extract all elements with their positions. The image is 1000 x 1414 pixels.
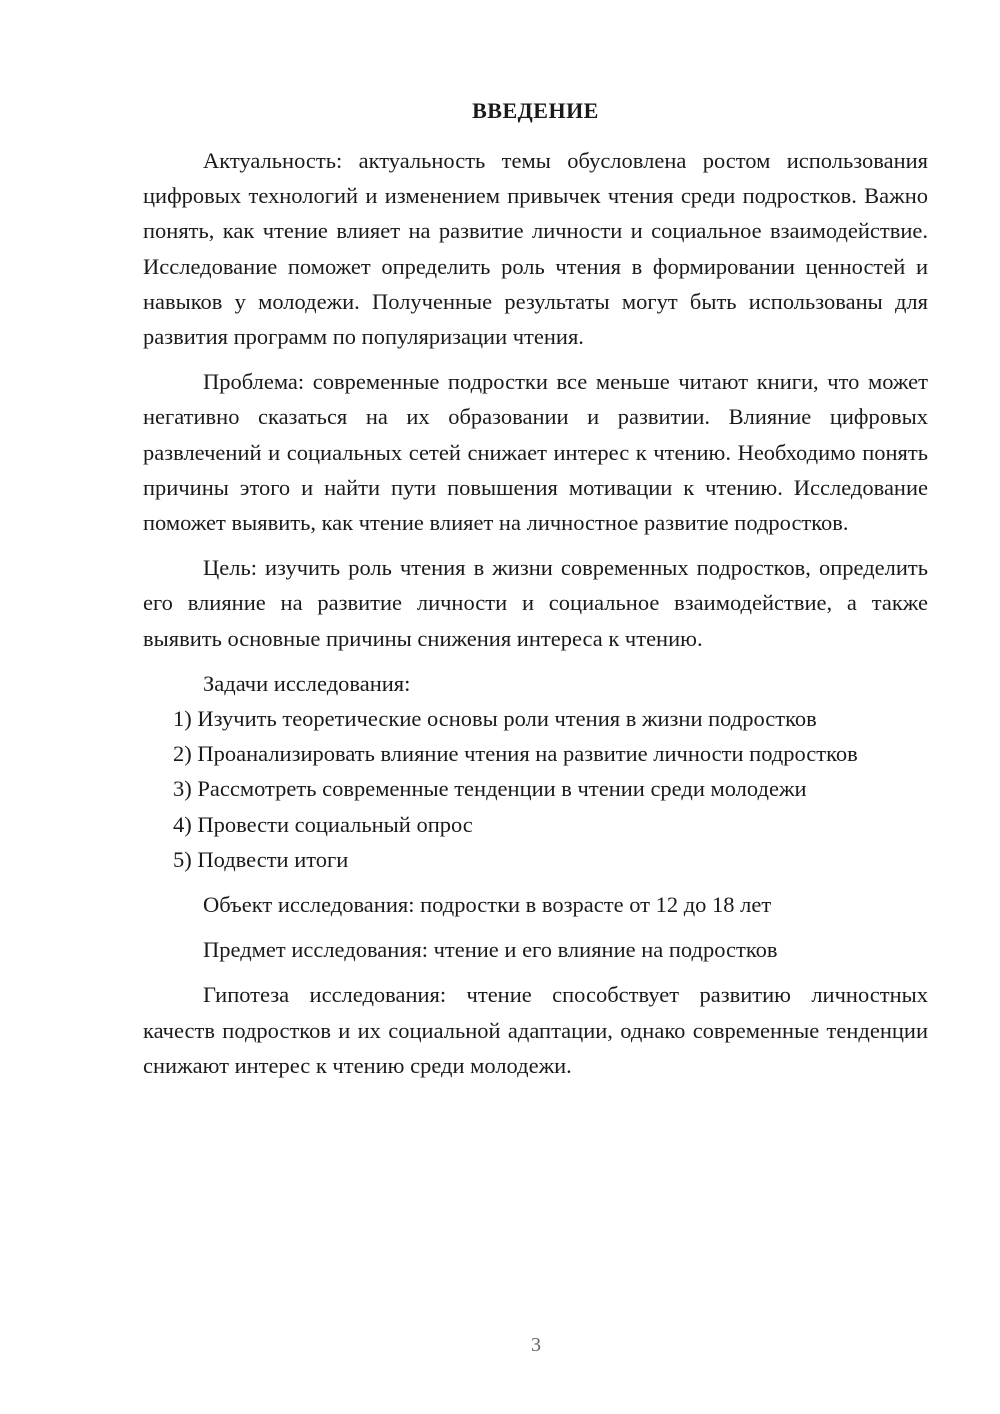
task-item: 4) Провести социальный опрос (173, 811, 473, 837)
tasks-heading: Задачи исследования: (203, 670, 411, 696)
page-number: 3 (531, 1334, 541, 1356)
task-item: 1) Изучить теоретические основы роли чтения в жизни подростков (173, 706, 817, 732)
problem-paragraph: Проблема: современные подростки все меньше читают книги, что может негативно сказаться на их образовании и развитии. Влияние цифровых развлечений и социальных сетей снижает интерес к чтению. Необходимо понять причины этого и найти пути повышения мотивации к чтению. Исследование поможет выявить, как чтение влияет на личностное развитие подростков. (143, 369, 928, 536)
hypothesis-paragraph: Гипотеза исследования: чтение способствует развитию личностных качеств подростков и их социальной адаптации, однако современные тенденции снижают интерес к чтению среди молодежи. (143, 982, 928, 1078)
section-title: ВВЕДЕНИЕ (472, 98, 599, 123)
task-item: 2) Проанализировать влияние чтения на развитие личности подростков (173, 741, 858, 767)
relevance-paragraph: Актуальность: актуальность темы обусловлена ростом использования цифровых технологий и изменением привычек чтения среди подростков. Важно понять, как чтение влияет на развитие личности и социальное взаимодействие. Исследование поможет определить роль чтения в формировании ценностей и навыков у молодежи. Полученные результаты могут быть использованы для развития программ по популяризации чтения. (143, 148, 928, 350)
task-item: 3) Рассмотреть современные тенденции в чтении среди молодежи (173, 776, 807, 802)
task-item: 5) Подвести итоги (173, 846, 349, 872)
goal-paragraph: Цель: изучить роль чтения в жизни современных подростков, определить его влияние на развитие личности и социальное взаимодействие, а также выявить основные причины снижения интереса к чтению. (143, 555, 928, 651)
document-body (143, 143, 928, 1083)
subject-paragraph: Предмет исследования: чтение и его влияние на подростков (203, 937, 778, 963)
object-paragraph: Объект исследования: подростки в возрасте от 12 до 18 лет (203, 892, 772, 918)
